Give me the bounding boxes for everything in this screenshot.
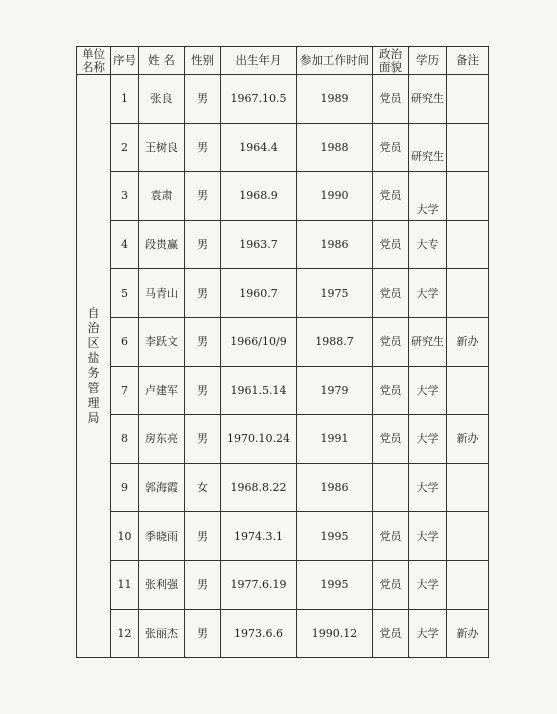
header-unit: 单位名称 (77, 47, 111, 75)
cell-birth: 1961.5.14 (221, 366, 297, 415)
cell-political: 党员 (373, 415, 409, 464)
cell-name: 张良 (139, 75, 185, 124)
cell-gender: 男 (185, 123, 221, 172)
table-row (77, 220, 489, 269)
table-row (77, 560, 489, 609)
cell-birth: 1963.7 (221, 220, 297, 269)
cell-birth: 1973.6.6 (221, 609, 297, 658)
cell-education: 大学 (409, 415, 447, 464)
cell-political (373, 463, 409, 512)
cell-work-start: 1988.7 (297, 317, 373, 366)
cell-political: 党员 (373, 75, 409, 124)
cell-work-start: 1975 (297, 269, 373, 318)
cell-notes (447, 172, 489, 221)
staff-roster-table (76, 46, 489, 658)
table-row (77, 75, 489, 124)
cell-education: 研究生 (409, 317, 447, 366)
cell-work-start: 1995 (297, 512, 373, 561)
table-row (77, 269, 489, 318)
cell-political: 党员 (373, 512, 409, 561)
cell-political: 党员 (373, 317, 409, 366)
cell-name: 卢建军 (139, 366, 185, 415)
cell-birth: 1970.10.24 (221, 415, 297, 464)
cell-education: 研究生 (409, 123, 447, 172)
cell-no: 10 (111, 512, 139, 561)
cell-name: 房东亮 (139, 415, 185, 464)
cell-notes (447, 512, 489, 561)
cell-notes: 新办 (447, 317, 489, 366)
header-name: 姓 名 (139, 47, 185, 75)
cell-name: 段贵赢 (139, 220, 185, 269)
cell-gender: 男 (185, 366, 221, 415)
cell-education: 大学 (409, 560, 447, 609)
cell-political: 党员 (373, 220, 409, 269)
cell-notes: 新办 (447, 609, 489, 658)
cell-education: 研究生 (409, 75, 447, 124)
cell-no: 2 (111, 123, 139, 172)
cell-work-start: 1988 (297, 123, 373, 172)
cell-no: 11 (111, 560, 139, 609)
cell-birth: 1968.8.22 (221, 463, 297, 512)
cell-no: 6 (111, 317, 139, 366)
cell-no: 1 (111, 75, 139, 124)
cell-work-start: 1995 (297, 560, 373, 609)
cell-work-start: 1990.12 (297, 609, 373, 658)
cell-political: 党员 (373, 172, 409, 221)
table-row (77, 463, 489, 512)
table-row (77, 415, 489, 464)
cell-education: 大学 (409, 463, 447, 512)
cell-work-start: 1986 (297, 463, 373, 512)
cell-political: 党员 (373, 560, 409, 609)
cell-gender: 女 (185, 463, 221, 512)
table-row (77, 123, 489, 172)
cell-notes (447, 269, 489, 318)
cell-name: 郭海霞 (139, 463, 185, 512)
cell-education: 大学 (409, 512, 447, 561)
cell-education: 大学 (409, 269, 447, 318)
table-row (77, 609, 489, 658)
cell-gender: 男 (185, 75, 221, 124)
cell-work-start: 1991 (297, 415, 373, 464)
cell-no: 8 (111, 415, 139, 464)
cell-political: 党员 (373, 609, 409, 658)
table-header-row (77, 47, 489, 75)
cell-gender: 男 (185, 609, 221, 658)
table-row (77, 317, 489, 366)
cell-gender: 男 (185, 172, 221, 221)
cell-education: 大专 (409, 220, 447, 269)
cell-gender: 男 (185, 220, 221, 269)
cell-no: 3 (111, 172, 139, 221)
cell-name: 马青山 (139, 269, 185, 318)
cell-no: 5 (111, 269, 139, 318)
cell-name: 袁肃 (139, 172, 185, 221)
cell-name: 张利强 (139, 560, 185, 609)
header-birth: 出生年月 (221, 47, 297, 75)
header-political: 政治面貌 (373, 47, 409, 75)
header-gender: 性别 (185, 47, 221, 75)
cell-education: 大学 (409, 366, 447, 415)
unit-name: 自治区盐务管理局 (87, 306, 100, 426)
cell-no: 7 (111, 366, 139, 415)
cell-education: 大学 (409, 172, 447, 221)
cell-name: 张丽杰 (139, 609, 185, 658)
cell-birth: 1974.3.1 (221, 512, 297, 561)
cell-gender: 男 (185, 560, 221, 609)
cell-notes (447, 123, 489, 172)
table-row (77, 172, 489, 221)
cell-education: 大学 (409, 609, 447, 658)
cell-name: 李跃文 (139, 317, 185, 366)
cell-notes (447, 75, 489, 124)
cell-gender: 男 (185, 269, 221, 318)
unit-name-cell (77, 75, 111, 658)
cell-notes (447, 463, 489, 512)
cell-political: 党员 (373, 123, 409, 172)
cell-work-start: 1989 (297, 75, 373, 124)
cell-birth: 1977.6.19 (221, 560, 297, 609)
cell-no: 4 (111, 220, 139, 269)
cell-work-start: 1990 (297, 172, 373, 221)
cell-birth: 1960.7 (221, 269, 297, 318)
cell-notes (447, 560, 489, 609)
cell-gender: 男 (185, 415, 221, 464)
cell-notes (447, 220, 489, 269)
cell-birth: 1966/10/9 (221, 317, 297, 366)
table-row (77, 366, 489, 415)
cell-political: 党员 (373, 269, 409, 318)
cell-gender: 男 (185, 317, 221, 366)
cell-notes: 新办 (447, 415, 489, 464)
header-education: 学历 (409, 47, 447, 75)
header-notes: 备注 (447, 47, 489, 75)
cell-birth: 1964.4 (221, 123, 297, 172)
cell-work-start: 1979 (297, 366, 373, 415)
header-no: 序号 (111, 47, 139, 75)
cell-birth: 1968.9 (221, 172, 297, 221)
cell-notes (447, 366, 489, 415)
cell-gender: 男 (185, 512, 221, 561)
cell-no: 12 (111, 609, 139, 658)
header-work-start: 参加工作时间 (297, 47, 373, 75)
cell-name: 王树良 (139, 123, 185, 172)
table-row (77, 512, 489, 561)
cell-no: 9 (111, 463, 139, 512)
cell-work-start: 1986 (297, 220, 373, 269)
cell-political: 党员 (373, 366, 409, 415)
cell-birth: 1967.10.5 (221, 75, 297, 124)
cell-name: 季晓雨 (139, 512, 185, 561)
